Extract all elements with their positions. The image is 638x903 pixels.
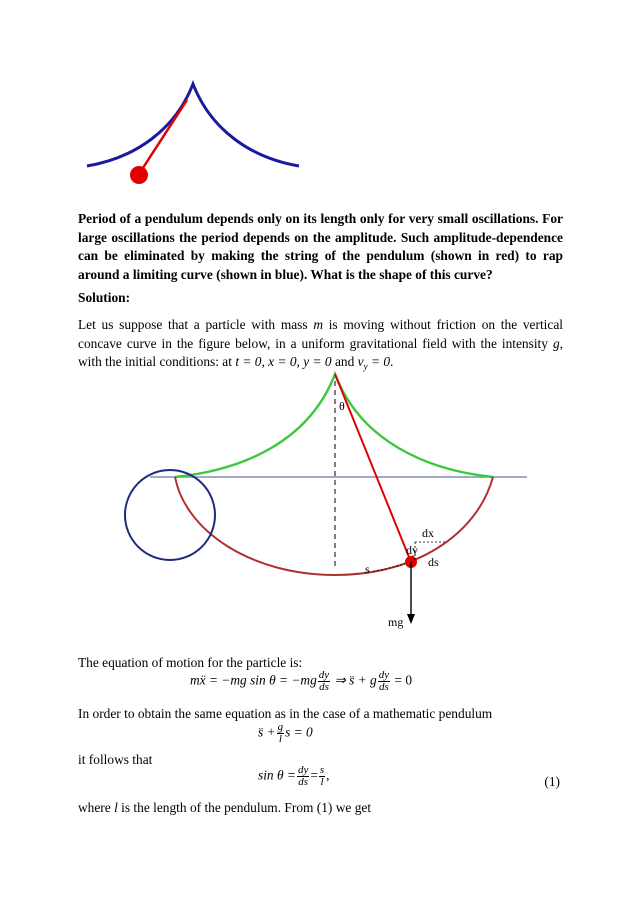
green-evolute-curve	[175, 374, 493, 477]
mg-label: mg	[388, 615, 404, 629]
equation-number: (1)	[544, 774, 560, 789]
text-mathematic-pendulum: In order to obtain the same equation as in the case of a mathematic pendulum	[78, 706, 493, 721]
text-where-l: where l is the length of the pendulum. From (1) we get	[78, 800, 372, 815]
red-cycloid-curve	[175, 477, 493, 575]
rolling-circle	[125, 470, 215, 560]
equation-1: sin θ = $\frac{dy}{ds}$ = $\frac{s}{l}$ ,	[258, 764, 330, 788]
red-pendulum-string	[139, 100, 187, 174]
figure-cycloid	[115, 360, 535, 629]
red-pendulum-bob	[130, 166, 148, 184]
s-arc-dashed	[373, 564, 405, 572]
solution-heading: Solution:	[78, 290, 131, 305]
s-label: s	[365, 562, 370, 576]
dy-label: dy	[406, 543, 418, 557]
figure-limiting-curve	[75, 70, 305, 200]
intro-paragraph: Let us suppose that a particle with mass m is moving without friction on the vertical concave curve in the figure below, in a uniform gravitational field with the intensity g, with the initial conditions: at t = 0, x = 0, y = 0 and $v_y = 0$.	[78, 317, 564, 372]
equation-pendulum: s̈ + $\frac{g}{l}$ s = 0	[258, 721, 313, 745]
text-it-follows: it follows that	[78, 752, 153, 767]
pendulum-string	[335, 374, 411, 562]
ds-label: ds	[428, 555, 439, 569]
blue-cusp-curve	[87, 84, 299, 166]
problem-statement: Period of a pendulum depends only on its length only for very small oscillations. For large oscillations the period depends on the amplitude. Such amplitude-dependence can be eliminated by making the string of the pendulum (shown in red) to rap around a limiting curve (shown in blue). What is the shape of this curve?	[78, 211, 563, 282]
mg-arrowhead	[407, 614, 415, 624]
equation-motion: mẍ = −mg sin θ = −mg $\frac{dy}{ds}$ ⇒ s̈ + g $\frac{dy}{ds}$ = 0	[190, 669, 413, 693]
text-equation-of-motion: The equation of motion for the particle is:	[78, 655, 303, 670]
dx-label: dx	[422, 526, 434, 540]
theta-label: θ	[339, 399, 345, 413]
